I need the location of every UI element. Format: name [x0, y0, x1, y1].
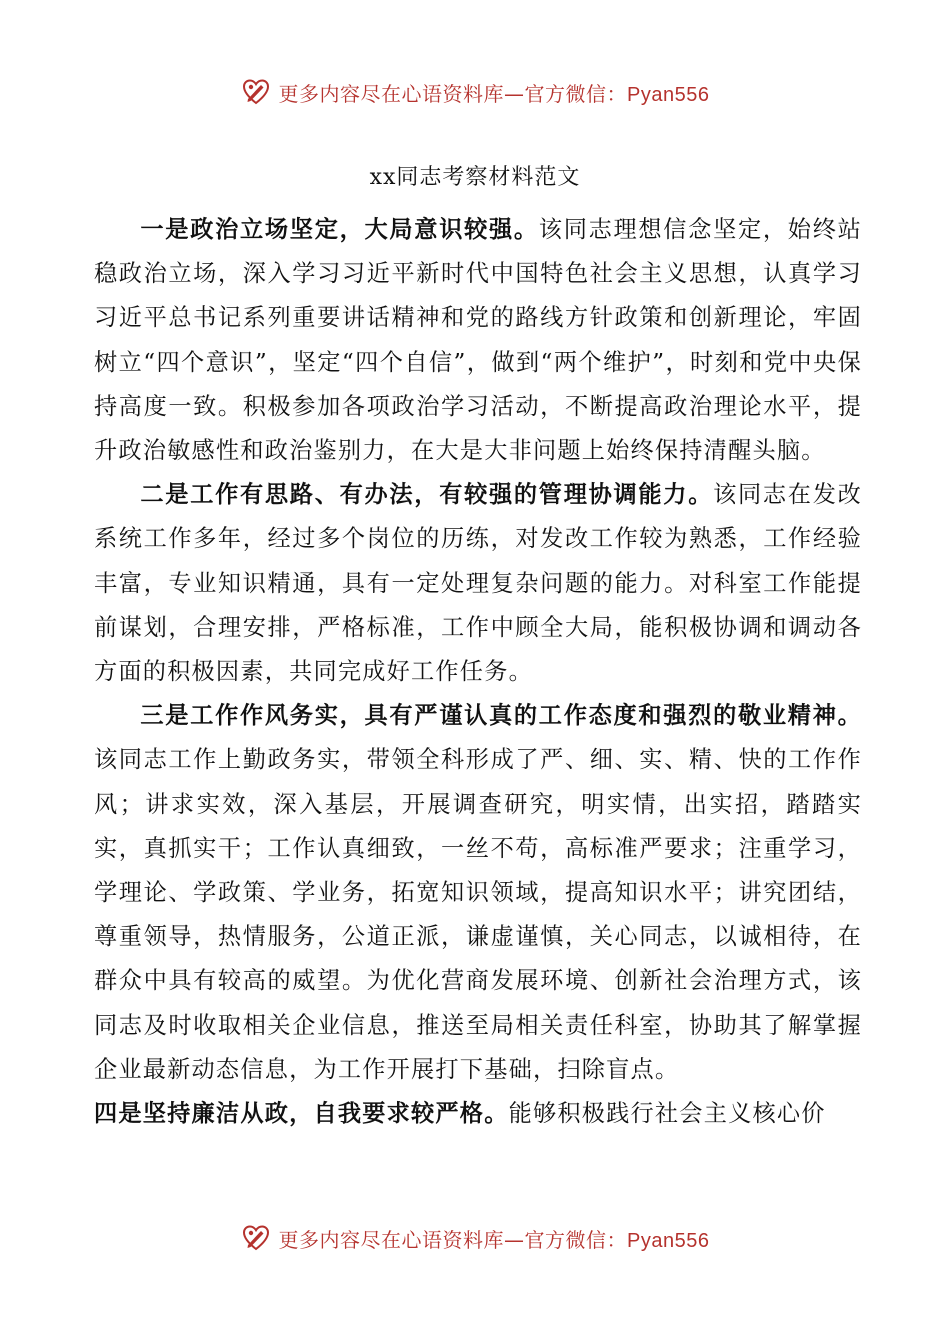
paragraph-heading: 三是工作作风务实，具有严谨认真的工作态度和强烈的敬业精神。: [140, 702, 862, 730]
heart-pen-logo-icon: [241, 77, 271, 107]
heart-pen-logo-icon: [241, 1223, 271, 1253]
paragraph-body: 能够积极践行社会主义核心价: [508, 1100, 826, 1128]
paragraph-heading: 二是工作有思路、有办法，有较强的管理协调能力。: [140, 481, 714, 509]
header-wechat-id: Pyan556: [627, 83, 710, 106]
paragraph: [94, 473, 862, 694]
footer-banner: [0, 1216, 950, 1260]
paragraph-heading: 四是坚持廉洁从政，自我要求较严格。: [94, 1100, 509, 1128]
paragraph: [94, 694, 862, 1092]
document-body: [94, 208, 862, 1136]
paragraph: [94, 1092, 862, 1136]
document-title: xx同志考察材料范文: [369, 165, 581, 190]
paragraph-body: 该同志在发改系统工作多年，经过多个岗位的历练，对发改工作较为熟悉，工作经验丰富，专业知识精通，具有一定处理复杂问题的能力。对科室工作能提前谋划，合理安排，严格标准，工作中顾全大局，能积极协调和调动各方面的积极因素，共同完成好工作任务。: [94, 481, 862, 686]
header-banner-text: 更多内容尽在心语资料库—官方微信：Pyan556: [278, 81, 710, 106]
footer-banner-text: 更多内容尽在心语资料库—官方微信：Pyan556: [278, 1227, 710, 1252]
paragraph: [94, 208, 862, 473]
header-banner: [0, 70, 950, 114]
paragraph-heading: 一是政治立场坚定，大局意识较强。: [140, 216, 539, 243]
paragraph-body: 该同志工作上勤政务实，带领全科形成了严、细、实、精、快的工作作风；讲求实效，深入基层，开展调查研究，明实情，出实招，踏踏实实，真抓实干；工作认真细致，一丝不苟，高标准严要求；注重学习，学理论、学政策、学业务，拓宽知识领域，提高知识水平；讲究团结，尊重领导，热情服务，公道正派，谦虚谨慎，关心同志，以诚相待，在群众中具有较高的威望。为优化营商发展环境、创新社会治理方式，该同志及时收取相关企业信息，推送至局相关责任科室，协助其了解掌握企业最新动态信息，为工作开展打下基础，扫除盲点。: [94, 746, 862, 1083]
paragraph-body: 该同志理想信念坚定，始终站稳政治立场，深入学习习近平新时代中国特色社会主义思想，认真学习习近平总书记系列重要讲话精神和党的路线方针政策和创新理论，牢固树立“四个意识”，坚定“四个自信”，做到“两个维护”，时刻和党中央保持高度一致。积极参加各项政治学习活动，不断提高政治理论水平，提升政治敏感性和政治鉴别力，在大是大非问题上始终保持清醒头脑。: [94, 216, 862, 465]
footer-wechat-id: Pyan556: [627, 1229, 710, 1252]
